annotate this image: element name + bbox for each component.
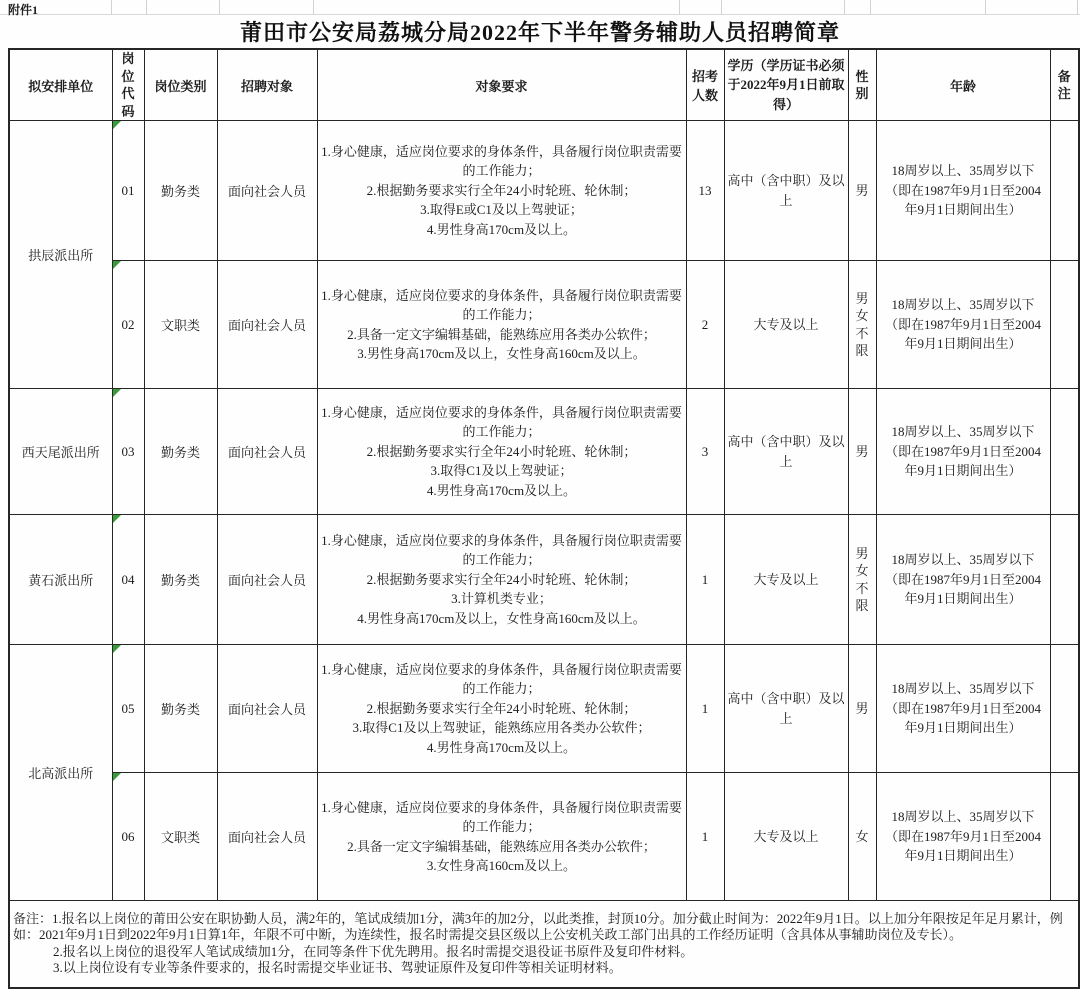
- requirement-item: 2.具备一定文字编辑基础，能熟练应用各类办公软件；: [347, 838, 656, 854]
- requirements-cell: [317, 121, 686, 261]
- age-cell: 18周岁以上、35周岁以下（即在1987年9月1日至2004年9月1日期间出生）: [876, 389, 1050, 515]
- grid-line: [844, 0, 845, 15]
- unit-cell: 西天尾派出所: [9, 389, 112, 515]
- grid-line: [721, 0, 722, 15]
- category-cell: 勤务类: [144, 515, 217, 645]
- requirements-cell: [317, 261, 686, 389]
- category-cell: 勤务类: [144, 389, 217, 515]
- title-row: [0, 15, 1080, 48]
- education-cell: 高中（含中职）及以上: [724, 389, 848, 515]
- age-cell: 18周岁以上、35周岁以下（即在1987年9月1日至2004年9月1日期间出生）: [876, 261, 1050, 389]
- age-cell: 18周岁以上、35周岁以下（即在1987年9月1日至2004年9月1日期间出生）: [876, 773, 1050, 901]
- code-cell: 06: [112, 773, 144, 901]
- category-cell: 文职类: [144, 261, 217, 389]
- count-cell: 1: [686, 645, 724, 773]
- count-cell: 2: [686, 261, 724, 389]
- col-header-gender: 性别: [848, 49, 876, 121]
- requirement-item: 2.具备一定文字编辑基础，能熟练应用各类办公软件；: [347, 326, 656, 342]
- excel-flag-triangle-icon: [113, 645, 121, 653]
- col-header-count: 招考人数: [686, 49, 724, 121]
- count-cell: 13: [686, 121, 724, 261]
- education-cell: 高中（含中职）及以上: [724, 645, 848, 773]
- excel-flag-triangle-icon: [113, 121, 121, 129]
- grid-line: [985, 0, 986, 15]
- table-row: [9, 261, 1079, 389]
- grid-line: [679, 0, 680, 15]
- grid-line: [146, 0, 147, 15]
- note-paragraph: 备注：1.报名以上岗位的莆田公安在职协勤人员，满2年的，笔试成绩加1分，满3年的加2分，以此类推，封顶10分。加分截止时间为：2022年9月1日。以上加分年限按足年足月累计，例如：2021年9月1日到2022年9月1日算1年，年限不可中断，为连续性，报名时需提交县区级以上公安机关政工部门出具的工作经历证明（含具体从事辅助岗位及专长）。: [13, 910, 1063, 943]
- education-cell: 大专及以上: [724, 261, 848, 389]
- col-header-unit: 拟安排单位: [9, 49, 112, 121]
- col-header-education: 学历（学历证书必须于2022年9月1日前取得）: [724, 49, 848, 121]
- recruitment-table: [8, 48, 1080, 989]
- requirement-item: 3.取得C1及以上驾驶证；: [430, 463, 573, 479]
- target-cell: 面向社会人员: [217, 261, 317, 389]
- count-cell: 3: [686, 389, 724, 515]
- note-paragraph: 2.报名以上岗位的退役军人笔试成绩加1分，在同等条件下优先聘用。报名时需提交退役证书原件及复印件材料。: [53, 943, 694, 959]
- excel-flag-triangle-icon: [113, 515, 121, 523]
- notes-section: [9, 901, 1079, 988]
- requirement-item: 1.身心健康，适应岗位要求的身体条件，具备履行岗位职责需要的工作能力；: [321, 287, 682, 323]
- target-cell: 面向社会人员: [217, 515, 317, 645]
- code-cell: 04: [112, 515, 144, 645]
- requirement-item: 1.身心健康，适应岗位要求的身体条件，具备履行岗位职责需要的工作能力；: [321, 661, 682, 697]
- remark-cell: [1050, 515, 1079, 645]
- requirements-cell: [317, 515, 686, 645]
- target-cell: 面向社会人员: [217, 645, 317, 773]
- remark-cell: [1050, 773, 1079, 901]
- col-header-age: 年龄: [876, 49, 1050, 121]
- requirement-item: 2.根据勤务要求实行全年24小时轮班、轮休制；: [366, 571, 637, 587]
- requirement-item: 2.根据勤务要求实行全年24小时轮班、轮休制；: [366, 182, 637, 198]
- age-cell: 18周岁以上、35周岁以下（即在1987年9月1日至2004年9月1日期间出生）: [876, 515, 1050, 645]
- col-header-target: 招聘对象: [217, 49, 317, 121]
- gender-cell: 女: [848, 773, 876, 901]
- requirement-item: 1.身心健康，适应岗位要求的身体条件，具备履行岗位职责需要的工作能力；: [321, 404, 682, 440]
- gender-cell: 男: [848, 645, 876, 773]
- requirement-item: 3.取得E或C1及以上驾驶证；: [420, 202, 583, 218]
- target-cell: 面向社会人员: [217, 389, 317, 515]
- requirement-item: 3.女性身高160cm及以上。: [426, 858, 577, 874]
- note-paragraph: 3.以上岗位设有专业等条件要求的，报名时需提交毕业证书、驾驶证原件及复印件等相关证明材料。: [53, 960, 622, 976]
- requirement-item: 1.身心健康，适应岗位要求的身体条件，具备履行岗位职责需要的工作能力；: [321, 143, 682, 179]
- count-cell: 1: [686, 773, 724, 901]
- category-cell: 勤务类: [144, 121, 217, 261]
- grid-line: [219, 0, 220, 15]
- requirements-cell: [317, 773, 686, 901]
- spreadsheet-top-strip: [0, 0, 1080, 15]
- code-cell: 01: [112, 121, 144, 261]
- col-header-requirements: 对象要求: [317, 49, 686, 121]
- table-row: [9, 389, 1079, 515]
- code-cell: 03: [112, 389, 144, 515]
- header-row: [9, 49, 1079, 121]
- remark-cell: [1050, 121, 1079, 261]
- requirements-cell: [317, 389, 686, 515]
- remark-cell: [1050, 645, 1079, 773]
- grid-line: [111, 0, 112, 15]
- excel-flag-triangle-icon: [113, 261, 121, 269]
- unit-cell: 黄石派出所: [9, 515, 112, 645]
- grid-line: [313, 0, 314, 15]
- col-header-code: 岗位代码: [112, 49, 144, 121]
- requirement-item: 1.身心健康，适应岗位要求的身体条件，具备履行岗位职责需要的工作能力；: [321, 799, 682, 835]
- requirement-item: 3.计算机类专业；: [451, 591, 552, 607]
- table-row: [9, 121, 1079, 261]
- age-cell: 18周岁以上、35周岁以下（即在1987年9月1日至2004年9月1日期间出生）: [876, 645, 1050, 773]
- attachment-label: 附件1: [8, 3, 39, 17]
- requirement-item: 3.取得C1及以上驾驶证，能熟练应用各类办公软件；: [352, 720, 651, 736]
- excel-flag-triangle-icon: [113, 773, 121, 781]
- requirement-item: 4.男性身高170cm及以上。: [426, 739, 577, 755]
- code-cell: 02: [112, 261, 144, 389]
- table-row: [9, 515, 1079, 645]
- target-cell: 面向社会人员: [217, 121, 317, 261]
- table-row: [9, 773, 1079, 901]
- count-cell: 1: [686, 515, 724, 645]
- code-cell: 05: [112, 645, 144, 773]
- excel-flag-triangle-icon: [113, 389, 121, 397]
- age-cell: 18周岁以上、35周岁以下（即在1987年9月1日至2004年9月1日期间出生）: [876, 121, 1050, 261]
- unit-cell: 北高派出所: [9, 645, 112, 901]
- col-header-category: 岗位类别: [144, 49, 217, 121]
- notes-row: [9, 901, 1079, 988]
- requirement-item: 3.男性身高170cm及以上，女性身高160cm及以上。: [357, 346, 646, 362]
- target-cell: 面向社会人员: [217, 773, 317, 901]
- col-header-remark: 备注: [1050, 49, 1079, 121]
- gender-cell: 男女不限: [848, 261, 876, 389]
- grid-line: [870, 0, 871, 15]
- education-cell: 大专及以上: [724, 515, 848, 645]
- category-cell: 文职类: [144, 773, 217, 901]
- requirement-item: 4.男性身高170cm及以上。: [426, 482, 577, 498]
- unit-cell: 拱辰派出所: [9, 121, 112, 389]
- remark-cell: [1050, 261, 1079, 389]
- requirement-item: 1.身心健康，适应岗位要求的身体条件，具备履行岗位职责需要的工作能力；: [321, 532, 682, 568]
- category-cell: 勤务类: [144, 645, 217, 773]
- education-cell: 大专及以上: [724, 773, 848, 901]
- education-cell: 高中（含中职）及以上: [724, 121, 848, 261]
- table-row: [9, 645, 1079, 773]
- requirements-cell: [317, 645, 686, 773]
- grid-line: [1077, 0, 1078, 15]
- page-title: 莆田市公安局荔城分局2022年下半年警务辅助人员招聘简章: [239, 20, 840, 45]
- gender-cell: 男女不限: [848, 515, 876, 645]
- gender-cell: 男: [848, 389, 876, 515]
- requirement-item: 2.根据勤务要求实行全年24小时轮班、轮休制；: [366, 443, 637, 459]
- gender-cell: 男: [848, 121, 876, 261]
- remark-cell: [1050, 389, 1079, 515]
- requirement-item: 4.男性身高170cm及以上。: [426, 221, 577, 237]
- requirement-item: 4.男性身高170cm及以上，女性身高160cm及以上。: [357, 610, 646, 626]
- requirement-item: 2.根据勤务要求实行全年24小时轮班、轮休制；: [366, 700, 637, 716]
